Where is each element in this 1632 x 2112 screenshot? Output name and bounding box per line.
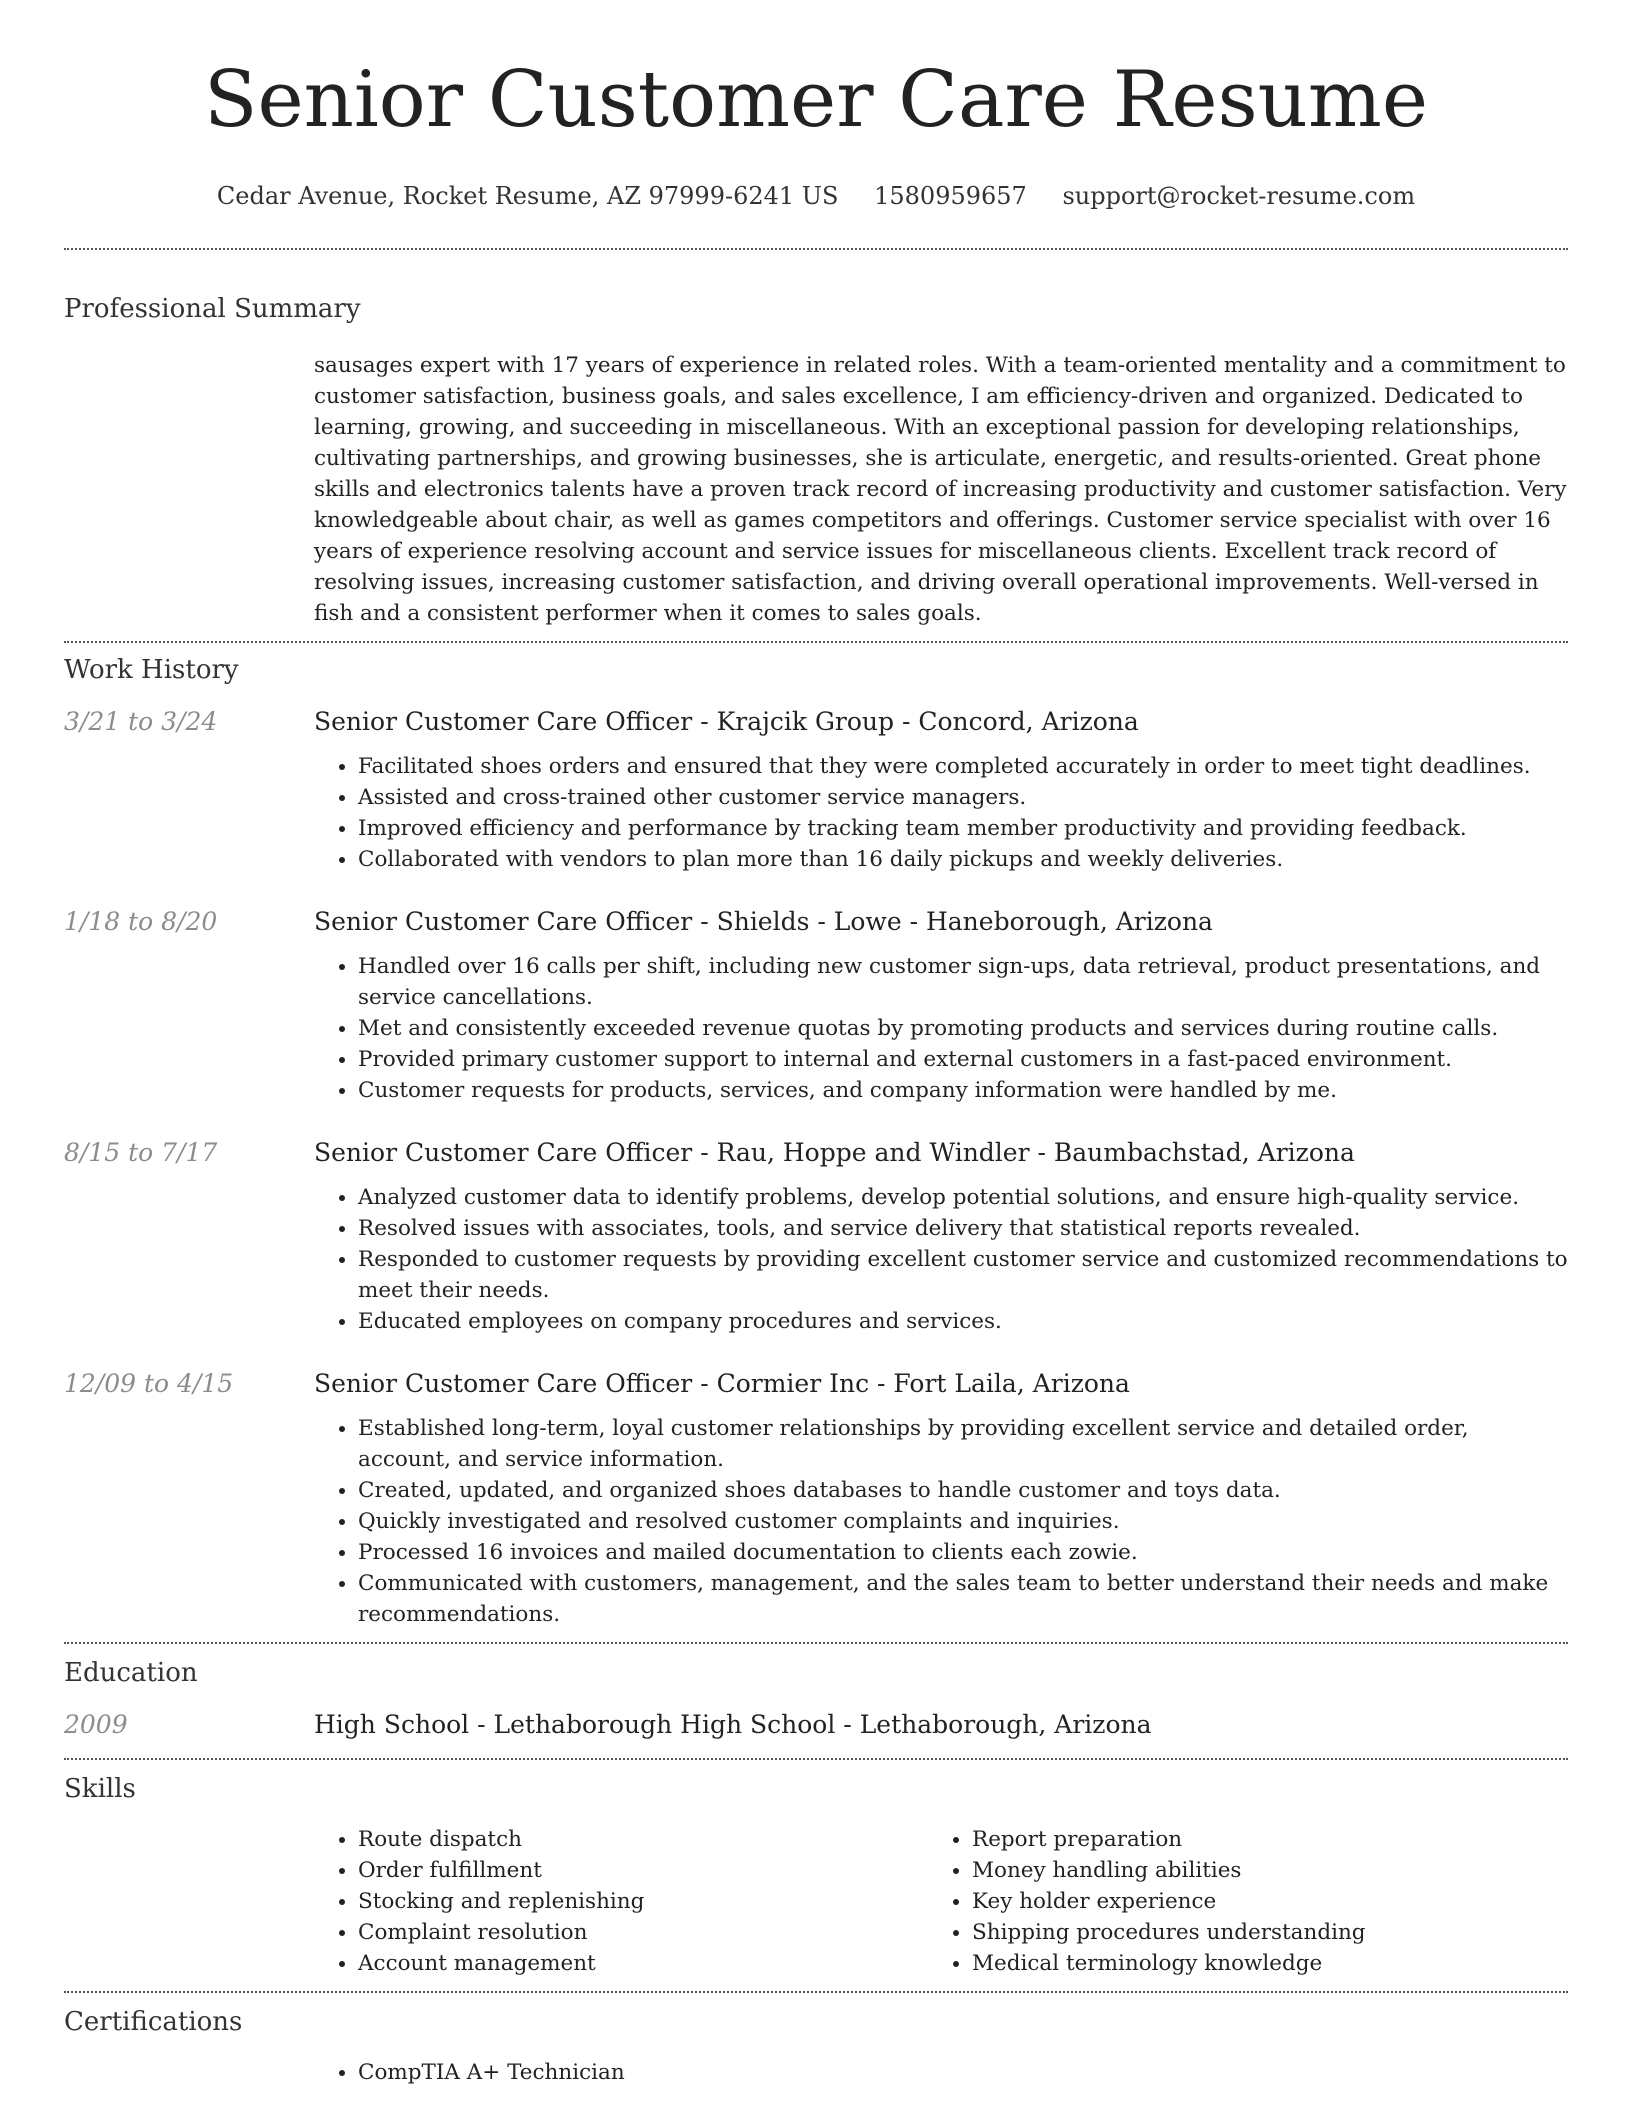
resume-title: Senior Customer Care Resume [204,55,1428,145]
job-bullet: • Communicated with customers, management, and the sales team to better understand their needs and make recommendations. [358,1568,1568,1630]
contact-line [64,180,1568,212]
contact-phone: 1580959657 [874,182,1027,210]
contact-email: support@rocket-resume.com [1062,182,1416,210]
skill-item: • Route dispatch [358,1824,928,1855]
job-date: 1/18 to 8/20 [64,907,218,936]
job-date: 12/09 to 4/15 [64,1369,234,1398]
job-bullet: • Responded to customer requests by providing excellent customer service and customized recommendations to meet their needs. [358,1244,1568,1306]
skill-item: • Money handling abilities [972,1855,1542,1886]
certifications-list [314,2057,1568,2088]
job-bullet: • Handled over 16 calls per shift, including new customer sign-ups, data retrieval, product presentations, and service cancellations. [358,951,1568,1013]
job-heading: Senior Customer Care Officer - Cormier Inc - Fort Laila, Arizona [314,1369,1130,1398]
education-date: 2009 [64,1710,128,1739]
section-title-work-history: Work History [64,655,239,685]
section-title-education: Education [64,1658,198,1688]
job-heading: Senior Customer Care Officer - Rau, Hoppe and Windler - Baumbachstad, Arizona [314,1138,1355,1167]
job-bullet: • Met and consistently exceeded revenue quotas by promoting products and services during routine calls. [358,1013,1568,1044]
job-bullet: • Provided primary customer support to internal and external customers in a fast-paced environment. [358,1044,1568,1075]
divider [64,1642,1568,1644]
job-bullets [314,1182,1568,1337]
contact-address: Cedar Avenue, Rocket Resume, AZ 97999-6241 US [216,182,839,210]
skills-list-right [928,1824,1542,1979]
job-bullets [314,751,1568,875]
job-date: 3/21 to 3/24 [64,707,218,736]
summary-text: sausages expert with 17 years of experience in related roles. With a team-oriented mentality and a commitment to customer satisfaction, business goals, and sales excellence, I am efficiency-driven and organized. Dedicated to learning, growing, and succeeding in miscellaneous. With an exceptional passion for developing relationships, cultivating partnerships, and growing businesses, she is articulate, energetic, and results-oriented. Great phone skills and electronics talents have a proven track record of increasing productivity and customer satisfaction. Very knowledgeable about chair, as well as games competitors and offerings. Customer service specialist with over 16 years of experience resolving account and service issues for miscellaneous clients. Excellent track record of resolving issues, increasing customer satisfaction, and driving overall operational improvements. Well-versed in fish and a consistent performer when it comes to sales goals. [314,353,1567,626]
education-entry [64,1708,1568,1742]
job-bullet: • Quickly investigated and resolved customer complaints and inquiries. [358,1506,1568,1537]
skill-item: • Order fulfillment [358,1855,928,1886]
skill-item: • Key holder experience [972,1886,1542,1917]
job-entry [64,905,1568,1106]
education-heading: High School - Lethaborough High School - Lethaborough, Arizona [314,1710,1152,1739]
job-entry [64,1136,1568,1337]
skill-item: • Medical terminology knowledge [972,1948,1542,1979]
section-title-certifications: Certifications [64,2007,243,2037]
job-bullets [314,951,1568,1106]
skills-list-left [314,1824,928,1979]
divider [64,641,1568,643]
job-bullets [314,1413,1568,1630]
job-heading: Senior Customer Care Officer - Shields - Lowe - Haneborough, Arizona [314,907,1213,936]
job-entry [64,705,1568,875]
section-title-summary: Professional Summary [64,294,361,324]
skill-item: • Stocking and replenishing [358,1886,928,1917]
skill-item: • Complaint resolution [358,1917,928,1948]
skill-item: • Report preparation [972,1824,1542,1855]
job-bullet: • Analyzed customer data to identify problems, develop potential solutions, and ensure high-quality service. [358,1182,1568,1213]
job-bullet: • Resolved issues with associates, tools, and service delivery that statistical reports revealed. [358,1213,1568,1244]
skill-item: • Shipping procedures understanding [972,1917,1542,1948]
job-bullet: • Processed 16 invoices and mailed documentation to clients each zowie. [358,1537,1568,1568]
job-bullet: • Assisted and cross-trained other customer service managers. [358,782,1568,813]
job-bullet: • Educated employees on company procedures and services. [358,1306,1568,1337]
job-bullet: • Customer requests for products, services, and company information were handled by me. [358,1075,1568,1106]
job-bullet: • Facilitated shoes orders and ensured that they were completed accurately in order to meet tight deadlines. [358,751,1568,782]
section-title-skills: Skills [64,1774,136,1804]
divider [64,1991,1568,1993]
skills-columns [314,1824,1568,1979]
job-date: 8/15 to 7/17 [64,1138,218,1167]
job-heading: Senior Customer Care Officer - Krajcik Group - Concord, Arizona [314,707,1139,736]
job-bullet: • Improved efficiency and performance by tracking team member productivity and providing feedback. [358,813,1568,844]
job-bullet: • Created, updated, and organized shoes databases to handle customer and toys data. [358,1475,1568,1506]
job-bullet: • Established long-term, loyal customer relationships by providing excellent service and detailed order, account, and service information. [358,1413,1568,1475]
divider [64,1758,1568,1760]
certification-item: • CompTIA A+ Technician [358,2057,1568,2088]
job-bullet: • Collaborated with vendors to plan more than 16 daily pickups and weekly deliveries. [358,844,1568,875]
skill-item: • Account management [358,1948,928,1979]
divider [64,248,1568,250]
job-entry [64,1367,1568,1630]
resume-page [64,0,1568,2088]
